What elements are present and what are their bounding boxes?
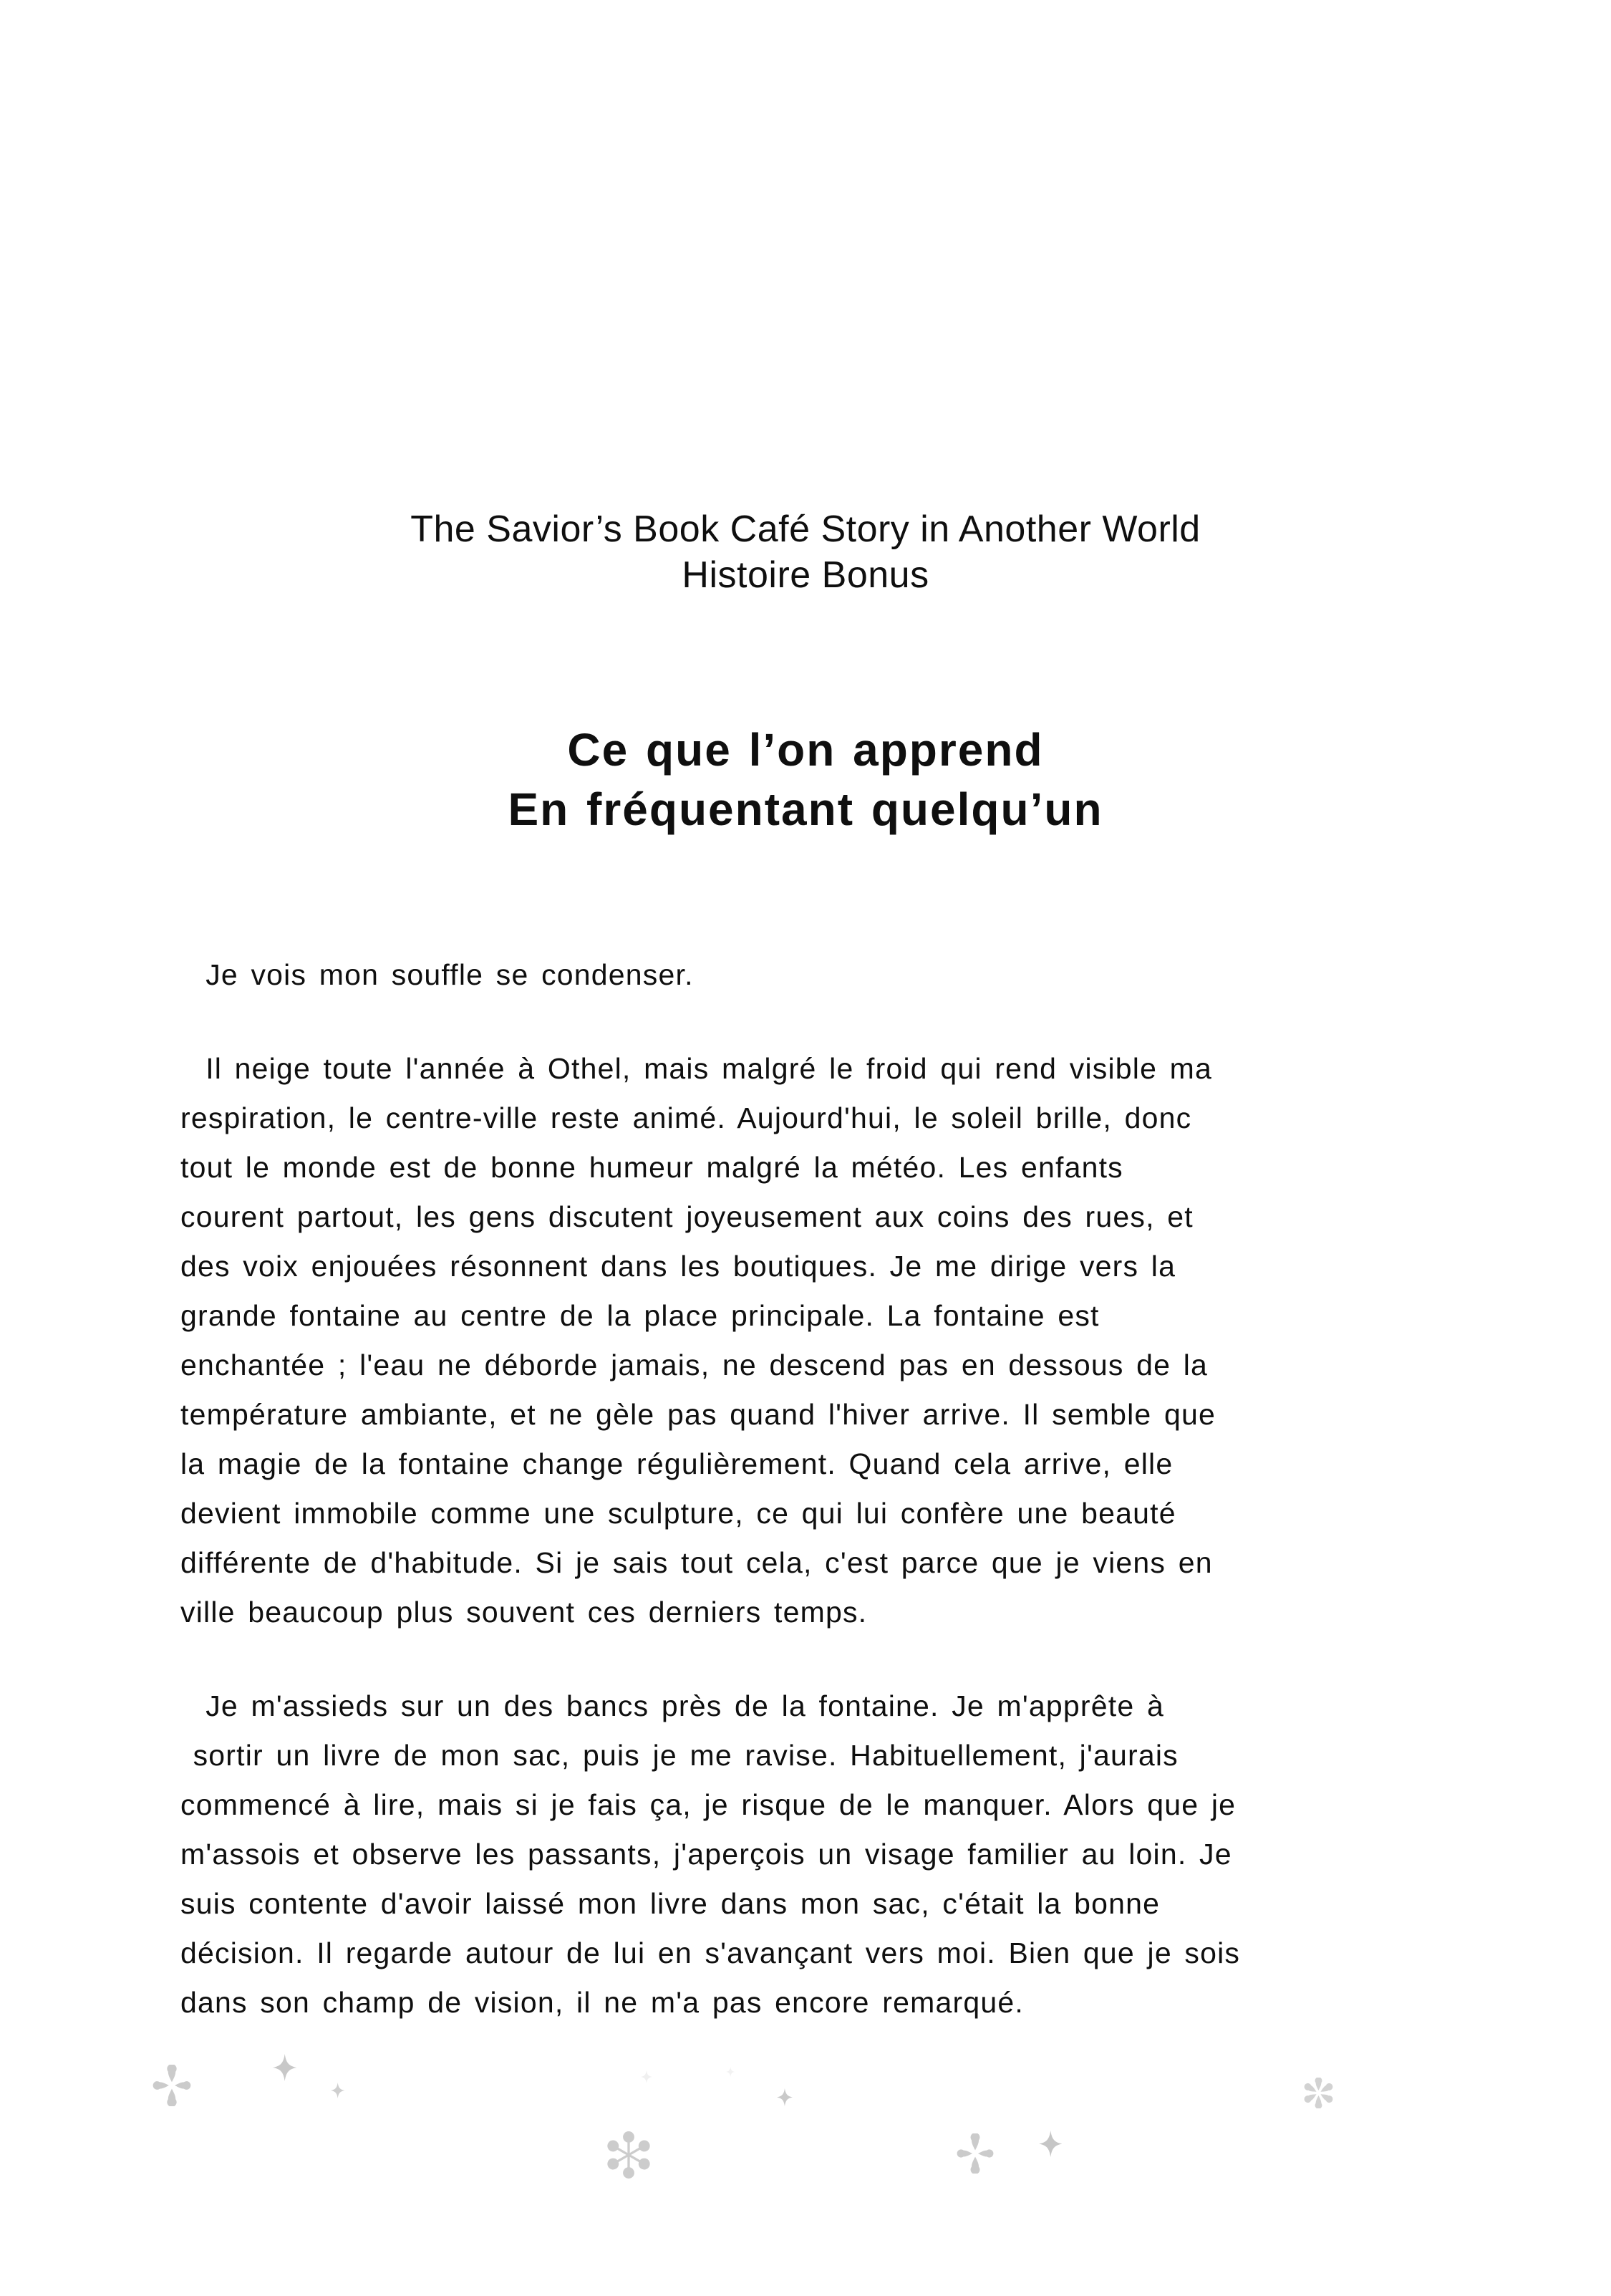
four-point-star-icon (641, 2070, 652, 2083)
story-line: sortir un livre de mon sac, puis je me ravise. Habituellement, j'aurais (180, 1739, 1179, 1772)
story-line: ville beaucoup plus souvent ces derniers temps. (180, 1596, 868, 1629)
chapter-title (0, 720, 1611, 839)
story-line: température ambiante, et ne gèle pas quand l'hiver arrive. Il semble que (180, 1398, 1216, 1431)
four-point-star-icon (331, 2083, 344, 2098)
story-line: Il neige toute l'année à Othel, mais malgré le froid qui rend visible ma (180, 1052, 1213, 1085)
story-line: commencé à lire, mais si je fais ça, je risque de le manquer. Alors que je (180, 1788, 1237, 1821)
four-point-star-icon (1039, 2131, 1063, 2157)
story-paragraph (180, 1682, 1469, 2027)
series-header (0, 506, 1611, 598)
story-line: respiration, le centre-ville reste animé. Aujourd'hui, le soleil brille, donc (180, 1101, 1192, 1134)
teardrop-cross-sparkle-icon (955, 2133, 995, 2174)
series-subtitle: Histoire Bonus (682, 554, 929, 596)
chapter-title-line-2: En fréquentant quelqu’un (508, 783, 1103, 835)
story-line: la magie de la fontaine change régulièrement. Quand cela arrive, elle (180, 1447, 1174, 1480)
story-line: suis contente d'avoir laissé mon livre dans mon sac, c'était la bonne (180, 1887, 1161, 1920)
story-line: courent partout, les gens discutent joyeusement aux coins des rues, et (180, 1200, 1194, 1233)
story-line: enchantée ; l'eau ne déborde jamais, ne descend pas en dessous de la (180, 1349, 1209, 1381)
story-line: devient immobile comme une sculpture, ce qui lui confère une beauté (180, 1497, 1176, 1530)
four-point-star-icon (777, 2088, 793, 2106)
story-line: grande fontaine au centre de la place principale. La fontaine est (180, 1299, 1100, 1332)
story-line: dans son champ de vision, il ne m'a pas encore remarqué. (180, 1986, 1024, 2019)
story-line: des voix enjouées résonnent dans les boutiques. Je me dirige vers la (180, 1250, 1176, 1283)
story-paragraph (180, 1044, 1469, 1637)
teardrop-asterisk-icon (1303, 2078, 1334, 2108)
story-line: Je vois mon souffle se condenser. (180, 958, 694, 991)
story-line: décision. Il regarde autour de lui en s'avançant vers moi. Bien que je sois (180, 1936, 1241, 1969)
dot-snowflake-icon (605, 2131, 652, 2179)
story-line: tout le monde est de bonne humeur malgré la météo. Les enfants (180, 1151, 1123, 1184)
story-paragraph (180, 950, 1469, 1000)
story-line: différente de d'habitude. Si je sais tout cela, c'est parce que je viens en (180, 1546, 1213, 1579)
story-text (180, 950, 1469, 2072)
series-title: The Savior’s Book Café Story in Another World (410, 508, 1201, 550)
story-line: m'assois et observe les passants, j'aperçois un visage familier au loin. Je (180, 1838, 1232, 1871)
story-line: Je m'assieds sur un des bancs près de la fontaine. Je m'apprête à (180, 1689, 1164, 1722)
chapter-title-line-1: Ce que l’on apprend (567, 724, 1044, 776)
